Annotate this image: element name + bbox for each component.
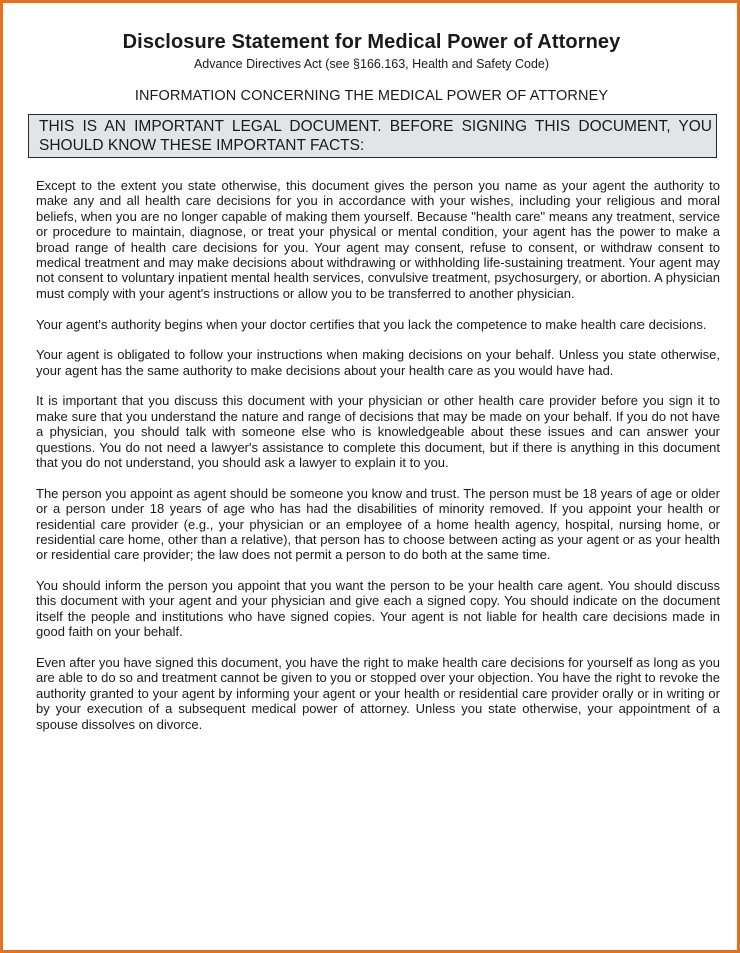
paragraph-inform-agent: You should inform the person you appoint that you want the person to be your health care agent. You should discuss this document with your agent and your physician and give each a signed copy. You should indicate on the document itself the people and institutions who have signed copies. Your agent is not liable for health care decisions made in good faith on your behalf. [36, 578, 720, 640]
document-subtitle: Advance Directives Act (see §166.163, Health and Safety Code) [193, 57, 550, 71]
section-heading: INFORMATION CONCERNING THE MEDICAL POWER OF ATTORNEY [134, 88, 609, 104]
paragraph-right-to-revoke: Even after you have signed this document, you have the right to make health care decisions for yourself as long as you are able to do so and treatment cannot be given to you or stopped over your objection. You have the right to revoke the authority granted to your agent by informing your agent or your health or residential care provider orally or in writing or by your execution of a subsequent medical power of attorney. Unless you state otherwise, your appointment of a spouse dissolves on divorce. [36, 654, 720, 732]
document-title: Disclosure Statement for Medical Power of Attorney [122, 31, 621, 53]
paragraph-choosing-agent: The person you appoint as agent should be someone you know and trust. The person must be 18 years of age or older or a person under 18 years of age who has had the disabilities of minority removed. If you appoint your health or residential care provider (e.g., your physician or an employee of a home health agency, hospital, nursing home, or residential care home, other than a relative), that person has to choose between acting as your agent or as your health or residential care provider; the law does not permit a person to do both at the same time. [36, 485, 720, 563]
important-notice-box: THIS IS AN IMPORTANT LEGAL DOCUMENT. BEFORE SIGNING THIS DOCUMENT, YOU SHOULD KNOW THESE IMPORTANT FACTS: [28, 114, 717, 158]
document-page [23, 30, 720, 747]
paragraph-authority-begins: Your agent's authority begins when your doctor certifies that you lack the competence to make health care decisions. [36, 316, 707, 332]
paragraph-discuss-with-physician: It is important that you discuss this document with your physician or other health care provider before you sign it to make sure that you understand the nature and range of decisions that may be made on your behalf. If you do not have a physician, you should talk with someone else who is knowledgeable about these issues and can answer your questions. You do not need a lawyer's assistance to complete this document, but if there is anything in this document that you do not understand, you should ask a lawyer to explain it to you. [36, 393, 720, 470]
paragraph-agent-obligations: Your agent is obligated to follow your instructions when making decisions on your behalf. Unless you state otherwise, your agent has the same authority to make decisions about your health care as you would have had. [36, 347, 720, 378]
paragraph-agent-authority-scope: Except to the extent you state otherwise, this document gives the person you name as your agent the authority to make any and all health care decisions for you in accordance with your wishes, including your religious and moral beliefs, when you are no longer capable of making them yourself. Because "health care" means any treatment, service or procedure to maintain, diagnose, or treat your physical or mental condition, your agent has the power to make a broad range of health care decisions for you. Your agent may consent, refuse to consent, or withdraw consent to medical treatment and may make decisions about withdrawing or withholding life-sustaining treatment. Your agent may not consent to voluntary inpatient mental health services, convulsive treatment, psychosurgery, or abortion. A physician must comply with your agent's instructions or allow you to be transferred to another physician. [36, 178, 720, 301]
document-body [23, 178, 720, 732]
